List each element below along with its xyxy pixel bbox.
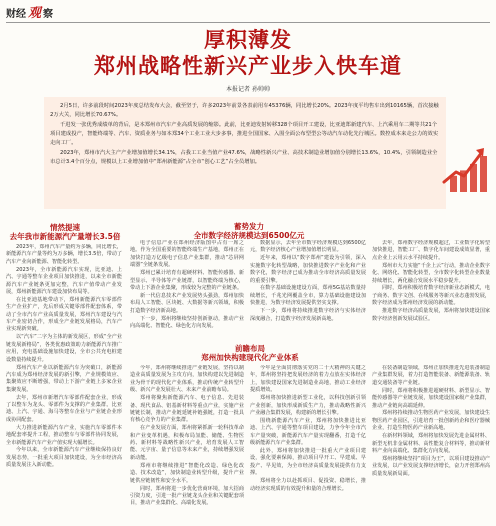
article-paragraph: 以“汽车”二字为主体的新发展区，形成“全产业链发展新格局”，各类优惠政策助力新能源汽车推广应用，充电基础设施加快建设，全市公共充电桩建设数量持续提升。 <box>6 334 122 363</box>
article-paragraph: 推进数字经济高质量发展，郑州将加快建设国家数字经济创新发展试验区。 <box>372 308 490 322</box>
article-paragraph: 2023年，全市新能源汽车实现，比亚迪、上汽、宇通等整车企业项目加快推进，以来全市新能源汽车产业链条更加完整，汽车产值带动产业发展，郑州新能源汽车建设加快布局等。 <box>6 266 122 295</box>
article-paragraph: 在比亚迪基地带动下，郑州新能源汽车零部件生产企业扩产，先后形成关键零部件配套体系，带动了全市汽车产业高质量发展，郑州汽车建设与汽车产业密切合作，形成全产业链发展格局，汽车产业实现新突破。 <box>6 296 122 333</box>
article-paragraph: 郑州市大力实施“千企上云”行动，推动企业数字化、网络化、智能化转型，全市数字化转型企业数量持续增长，两化融合发展水平稳步提升。 <box>372 262 490 284</box>
article-paragraph: 今年，郑州将继续推进产业链发展，坚持以制造业高质量发展为主攻方向，加快构建以先进制造业为骨干的现代化产业体系，推动传统产业转型升级、新兴产业发展壮大、未来产业前瞻布局。 <box>130 365 244 394</box>
article-paragraph: 去年，郑州数字经济规模超过，工业数字化转型加快推进，智能工厂、数字化车间建设成效显著，重点企业上云用云水平持续提升。 <box>372 240 490 261</box>
article-paragraph: 下一步，郑州将持续推进数字经济与实体经济深度融合，打造数字经济发展新高地。 <box>250 308 366 322</box>
article-column-5 <box>130 365 244 520</box>
column-brand-part2: 观 <box>28 6 42 21</box>
chart-bar <box>480 156 487 192</box>
article-paragraph: 同时，郑州将进一步优化营商环境，加大招商引资力度，引进一批产业链龙头企业和关键配套项目，推动产业集群化、高端化发展。 <box>130 485 244 507</box>
article-paragraph: 郑州将聚焦新能源汽车、电子信息、先进装备、现代食品、铝基新材料等重点产业，实施产业链链长制，推动产业链延链补链强链，打造一批具有核心竞争力的产业集群。 <box>130 395 244 424</box>
column-brand <box>6 4 53 20</box>
section-heading-ev <box>6 223 124 241</box>
article-paragraph: 在新材料领域，郑州将加快发展先进金属材料、新型无机非金属材料、高性能复合材料等，推动新材料产业向高端化、集群化方向发展。 <box>372 433 490 454</box>
section-kicker: 情然提速 <box>50 223 80 232</box>
section-kicker: 蓄势发力 <box>234 222 264 231</box>
article-paragraph: 郑州汽车产业以新能源汽车为突破口，新能源汽车成为郑州经济发展的新引擎，产业规模效应、集聚效应不断增强，带动上下游产业链上多家企业集聚发展。 <box>6 364 122 393</box>
byline <box>0 84 496 93</box>
byline-writers: 本报记者 孙帅帅 <box>226 86 270 93</box>
headline-line2: 郑州战略性新兴产业步入快车道 <box>94 54 402 78</box>
article-paragraph: 今年以来，全市新能源汽车产业继续保持良好发展态势，一批重大项目加快建设，为全市经济高质量发展注入新动能。 <box>6 447 122 469</box>
article-paragraph: 围绕新能源汽车产业，郑州将加快推进比亚迪、上汽、宇通等整车项目建设，力争今年全市汽车产量突破，新能源汽车产量实现翻番，打造千亿级新能源汽车产业集群。 <box>250 417 366 447</box>
article-paragraph: 数据显示，去年全市数字经济规模达到6500亿元，数字经济核心产业增加值增长明显。 <box>250 240 366 254</box>
chart-bar <box>450 176 457 192</box>
lead-paragraph: 2023年，郑州市汽大主产产业增加值增长34.1%，占我工工业当值产业47.6%，战略性新兴产业、高技术制造业增加值分别增长13.6%，10.4%，引领制造业全市总计3.4个百分点，规模以上工业增加值中“郑州新能源”占全市“创心工艺”占全员增加。 <box>50 150 438 165</box>
article-paragraph: 在数字基础设施建设方面，郑州5G基站数量持续增长，千兆光网覆盖全市，算力基础设施建设加快推进，为数字经济发展提供坚实支撑。 <box>250 285 366 307</box>
article-paragraph: 在装备制造领域，郑州正加快推进先进装备制造产业集群发展，着力打造智能装备、新能源装备、轨道交通装备等产业链。 <box>372 365 490 386</box>
article-paragraph: 电子信息产业在郑州经济版图中占有一席之地。作为全国重要的智能终端生产基地，郑州正在加快打造万亿级电子信息产业集群，推动“芯屏网端器”全链条发展。 <box>130 240 244 269</box>
section-title: 去年我市新能源汽产量增长3.5倍 <box>9 232 121 241</box>
article-column-2 <box>130 240 244 356</box>
article-paragraph: 郑州将全力以赴抓项目、促投资、稳增长，推动经济实现质的有效提升和量的合理增长。 <box>250 478 366 492</box>
article-paragraph: 去年，郑州市新增汽车零部件配套企业，形成了以整车为龙头、零部件为支撑的产业集群。比亚迪、上汽、宇通、海马等整车企业与产业链企业形成协同配套。 <box>6 394 122 423</box>
article-paragraph: 今年是全面贯彻落实党的二十大精神的关键之年，郑州将坚持把发展经济的着力点放在实体经济上，加快建设国家先进制造业高地，推动工业经济提质增效。 <box>250 365 366 394</box>
article-paragraph: 郑州已累计培育有超硬材料、智能传感器、新型显示、半导体等产业链群，以智能终端为核心，带动上下游企业集聚，形成较为完整的产业链条。 <box>130 270 244 291</box>
lead-paragraph: 千进发一张优秀成绩单的背后，是本郑州市汽车产业高质发展的缩影。此前，比亚迪发射转移328个项目开工建设，比亚迪郑新建汽车、上汽乘用车二期等共21个项目建成投产，智能终端等、汽车、资质业务与如本郑34个工业工业大步多事，推进全国国家、入围全面公布型型公等动汽车动化先行城区。数控成本来走公力的效实走向工厂。 <box>50 122 439 146</box>
article-column-1 <box>6 244 122 520</box>
article-paragraph: 同时，郑州积极培育数字经济新业态新模式，电子商务、数字文创、在线服务等新兴业态蓬勃发展，数字经济成为郑州经济发展的新动能。 <box>372 285 490 307</box>
lead-paragraph: 2月5日，许多前段时间2023年度总结发布大会，截至坚于，许多2023年前景各表前用车45376辆，同比增长20%。2023年度平均售车出到10165辆，首次接触2万大关，同比增长70.67%。 <box>50 103 439 118</box>
article-column-6 <box>250 365 366 520</box>
article-paragraph: 近年来，郑州以“数字郑州”建设为引领，深入实施数字化转型战略，加快推进数字产业化和产业数字化，数字经济已成为推动全市经济高质量发展的重要引擎。 <box>250 255 366 284</box>
article-paragraph: 郑州将继续坚持“项目为王”，以项目建设推动产业发展，以产业发展支撑经济增长，奋力开创郑州高质量发展新局面。 <box>372 455 490 477</box>
article-column-7 <box>372 365 490 520</box>
article-paragraph: 大力推进新能源汽车产业，实施汽车零部件本地配套率提升工程，推动整车与零部件协同发展，全市新能源汽车产业产值实现大幅增长。 <box>6 424 122 446</box>
article-paragraph: 同时，郑州将积极推进超硬材料、新型显示、智能传感器等产业链发展，加快建设国家级产业集群，推动产业链向高端延伸。 <box>372 387 490 409</box>
article-column-4 <box>372 240 490 340</box>
section-kicker: 前瞻布局 <box>235 344 265 353</box>
article-paragraph: 郑州将持续推动生物医药产业发展，加快建设生物医药产业园区，引进培育一批创新药企和医疗器械企业，打造生物医药产业新高地。 <box>372 410 490 432</box>
section-heading-digital <box>184 222 314 240</box>
section-title: 全市数字经济规模达到6500亿元 <box>193 231 305 240</box>
headline <box>0 28 496 78</box>
article-paragraph: 新一代信息技术产业发展势头强劲，郑州加快布局人工智能、区块链、大数据等新兴领域，积极打造数字经济新高地。 <box>130 292 244 314</box>
article-paragraph: 在产业发展方面，郑州将紧抓新一轮科技革命和产业变革机遇，积极布局氢能、储能、生物医药、新材料等战略性新兴产业，培育发展人工智能、元宇宙、量子信息等未来产业，持续增强发展新动能。 <box>130 425 244 461</box>
column-brand-part3: 察 <box>43 9 54 20</box>
article-paragraph: 郑州将加快推进新型工业化，以科技创新引领产业创新，加快形成新质生产力，推动战略性新兴产业融合集群发展，构建新的增长引擎。 <box>250 395 366 416</box>
article-paragraph: 2023年，郑州汽车产量约为多辆，同比增长，新能源汽车产量等约为万多辆，增长3.5倍，带动了汽车产业向新能源、智能化转型。 <box>6 244 122 265</box>
growth-chart-graphic <box>442 138 488 194</box>
article-column-3 <box>250 240 366 326</box>
section-title: 郑州加快构建现代化产业体系 <box>201 353 299 362</box>
headline-line1: 厚积薄发 <box>204 28 292 52</box>
column-brand-part1: 财经 <box>6 9 26 20</box>
article-paragraph: 此外，郑州将加快推进一批重大产业项目建设，强化要素保障，推动项目早开工、早建成、早投产、早见效，为全市经济高质量发展提供有力支撑。 <box>250 447 366 477</box>
article-paragraph: 郑州市将继续推进“智能化改造、绿色化改造、技术改造”，加快制造业转型升级，提升产业链供应链韧性和安全水平。 <box>130 462 244 484</box>
lead-box <box>44 97 446 209</box>
article-paragraph: 下一步，郑州将继续坚持创新驱动，推动产业向高端化、智能化、绿色化方向发展。 <box>130 315 244 329</box>
top-divider <box>6 22 490 23</box>
